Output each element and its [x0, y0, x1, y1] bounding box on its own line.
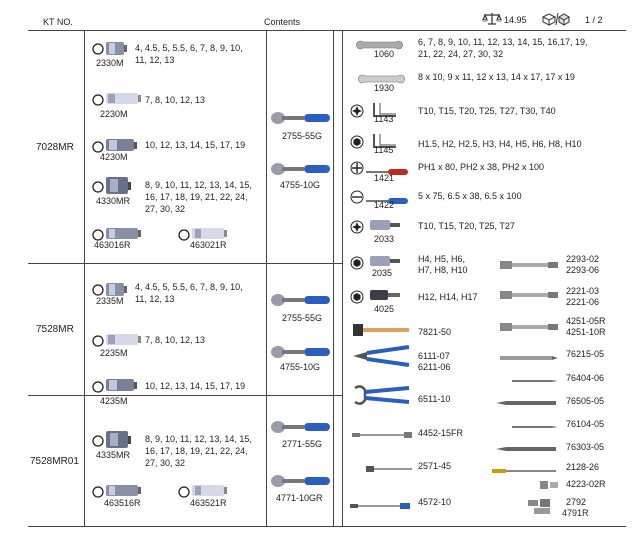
water-pump-pliers-code: 6511-10 [418, 394, 451, 404]
column-divider-right [342, 30, 343, 526]
socket-sizes-2335m-line1: 4, 4.5, 5, 5.5, 6, 7, 8, 9, 10, [135, 282, 243, 292]
hex-icon [350, 135, 364, 154]
flex-handle-code: 4572-10 [418, 497, 452, 507]
punch-code-76303: 76303-05 [566, 442, 605, 452]
socket-code-4230m: 4230M [100, 152, 128, 162]
socket-sizes-4330mr-line1: 8, 9, 10, 11, 12, 13, 14, 15, [145, 180, 252, 190]
column-divider-ratchet-right [333, 30, 334, 526]
package-icon [542, 11, 570, 31]
kit-7528mr-label: 7528MR [36, 324, 74, 335]
slotted-icon [350, 190, 364, 209]
adapter-code-4791r: 4791R [562, 508, 589, 518]
pliers-code-2: 6211-06 [418, 362, 451, 372]
hammer-code: 7821-50 [418, 327, 452, 337]
hex-icon [350, 256, 364, 275]
extension-code-4251-10r: 4251-10R [566, 327, 606, 337]
drive-circle-icon [178, 485, 190, 503]
socket-code-463021r: 463021R [190, 240, 227, 250]
pliers-icon [353, 345, 413, 372]
ratchet-code-4755-10g: 4755-10G [280, 180, 321, 190]
socket-sizes-4335mr-line3: 27, 30, 32 [145, 458, 186, 468]
ratchet-code-2755-55g: 2755-55G [282, 313, 323, 323]
bit-socket-code-2035: 2035 [372, 268, 393, 278]
extension-code-2293-02: 2293-02 [566, 254, 600, 264]
ratchet-icon [270, 162, 332, 181]
punch-code-76404: 76404-06 [566, 373, 605, 383]
bit-socket-sizes-2035-line2: H7, H8, H10 [418, 265, 468, 275]
socket-code-4235m: 4235M [100, 396, 128, 406]
weight-value: 14.95 [504, 15, 527, 25]
socket-sizes-4230m: 10, 12, 13, 14, 15, 17, 19 [145, 140, 246, 150]
ratchet-icon [270, 420, 332, 439]
ratchet-icon [270, 474, 332, 493]
universal-joint-code: 4223-02R [566, 479, 606, 489]
ratchet-icon [270, 293, 332, 312]
extension-bar-icon [500, 288, 560, 306]
screwdriver-sizes-1421: PH1 x 80, PH2 x 38, PH2 x 100 [418, 162, 545, 172]
spinner-icon [366, 461, 416, 479]
socket-sizes-4335mr-line1: 8, 9, 10, 11, 12, 13, 14, 15, [145, 434, 252, 444]
column-divider-kit [84, 30, 85, 526]
spinner-code: 2571-45 [418, 461, 452, 471]
adapter-code-2792: 2792 [566, 497, 587, 507]
socket-sizes-2330m-line2: 11, 12, 13 [135, 55, 175, 65]
socket-sizes-2335m-line2: 11, 12, 13 [135, 294, 175, 304]
bit-socket-code-4025: 4025 [374, 304, 395, 314]
adapter-icon [528, 498, 560, 521]
socket-sizes-2330m-line1: 4, 4.5, 5, 5.5, 6, 7, 8, 9, 10, [135, 43, 243, 53]
extension-code-2293-06: 2293-06 [566, 265, 600, 275]
pickup-tool-code: 2128-26 [566, 462, 600, 472]
phillips-icon [350, 161, 364, 180]
socket-sizes-2235m: 7, 8, 10, 12, 13 [145, 335, 206, 345]
water-pump-pliers-icon [353, 384, 413, 411]
kt-no-header: KT NO. [43, 17, 73, 27]
socket-sizes-4235m: 10, 12, 13, 14, 15, 17, 19 [145, 381, 246, 391]
socket-code-463521r: 463521R [190, 498, 227, 508]
socket-sizes-4335mr-line2: 16, 17, 18, 19, 21, 22, 24, [145, 446, 248, 456]
socket-code-2335m: 2335M [96, 296, 124, 306]
extension-code-2221-06: 2221-06 [566, 297, 600, 307]
column-divider-ratchet [266, 30, 267, 526]
drive-circle-icon [92, 485, 104, 503]
punch-icon [496, 394, 560, 412]
ratchet-code-2771-55g: 2771-55G [282, 439, 323, 449]
bit-socket-code-2033: 2033 [374, 234, 395, 244]
page-number: 1 / 2 [585, 15, 603, 25]
torx-icon [350, 104, 364, 123]
socket-code-463516r: 463516R [104, 498, 141, 508]
hex-key-code-1145: 1145 [374, 145, 394, 155]
ratchet-code-4755-10g: 4755-10G [280, 362, 321, 372]
socket-code-4335mr: 4335MR [96, 450, 131, 460]
kit-7028mr-label: 7028MR [36, 142, 74, 153]
contents-header: Contents [264, 17, 301, 27]
flex-handle-icon [350, 497, 412, 515]
universal-joint-icon [540, 478, 560, 496]
socket-sizes-2230m: 7, 8, 10, 12, 13 [145, 95, 206, 105]
torx-key-sizes-1143: T10, T15, T20, T25, T27, T30, T40 [418, 106, 556, 116]
torx-icon [350, 220, 364, 239]
extension-bar-icon [352, 426, 414, 444]
extension-bar-code-4452: 4452-15FR [418, 428, 464, 438]
punch-icon [512, 418, 560, 436]
socket-code-4330mr: 4330MR [96, 196, 131, 206]
socket-sizes-4330mr-line2: 16, 17, 18, 19, 21, 22, 24, [145, 192, 248, 202]
screwdriver-sizes-1422: 5 x 75, 6.5 x 38, 6.5 x 100 [418, 191, 522, 201]
torx-key-code-1143: 1143 [374, 114, 394, 124]
pliers-code-1: 6111-07 [418, 351, 450, 361]
section-divider-2 [28, 395, 342, 396]
bit-socket-sizes-4025: H12, H14, H17 [418, 292, 478, 302]
punch-icon [512, 372, 560, 390]
socket-code-2235m: 2235M [100, 348, 128, 358]
bit-socket-sizes-2033: T10, T15, T20, T25, T27 [418, 221, 515, 231]
punch-code-76104: 76104-05 [566, 419, 605, 429]
screwdriver-code-1422: 1422 [374, 200, 395, 210]
hex-icon [350, 290, 364, 309]
ratchet-code-2755-55g: 2755-55G [282, 131, 323, 141]
wrench-sizes-1060-line2: 21, 22, 24, 27, 30, 32 [418, 49, 504, 59]
wrench-code-1930: 1930 [374, 83, 395, 93]
bottom-rule [28, 526, 626, 527]
hex-key-sizes-1145: H1.5, H2, H2.5, H3, H4, H5, H6, H8, H10 [418, 139, 582, 149]
socket-icon [106, 378, 138, 398]
kit-7528mr01-label: 7528MR01 [30, 456, 79, 467]
header-rule [28, 30, 626, 31]
drive-circle-icon [178, 228, 190, 246]
extension-bar-icon [500, 258, 560, 276]
ratchet-code-4771-10gr: 4771-10GR [276, 493, 323, 503]
punch-code-76505: 76505-05 [566, 396, 605, 406]
ratchet-icon [270, 111, 332, 130]
wrench-code-1060: 1060 [374, 49, 395, 59]
punch-icon [496, 440, 560, 458]
extension-code-4251-05r: 4251-05R [566, 316, 606, 326]
socket-sizes-4330mr-line3: 27, 30, 32 [145, 204, 186, 214]
socket-code-463016r: 463016R [94, 240, 131, 250]
bit-socket-sizes-2035-line1: H4, H5, H6, [418, 254, 466, 264]
extension-bar-icon [500, 320, 560, 338]
hammer-icon [353, 322, 413, 345]
wrench-sizes-1930: 8 x 10, 9 x 11, 12 x 13, 14 x 17, 17 x 19 [418, 72, 575, 82]
scale-icon [482, 11, 502, 31]
chisel-code-76215: 76215-05 [566, 349, 605, 359]
socket-code-2230m: 2230M [100, 109, 128, 119]
extension-code-2221-03: 2221-03 [566, 286, 600, 296]
chisel-icon [500, 349, 560, 367]
wrench-sizes-1060-line1: 6, 7, 8, 9, 10, 11, 12, 13, 14, 15, 16,17, 19, [418, 37, 588, 47]
screwdriver-code-1421: 1421 [374, 173, 395, 183]
section-divider-1 [28, 263, 342, 264]
socket-code-2330m: 2330M [96, 58, 124, 68]
